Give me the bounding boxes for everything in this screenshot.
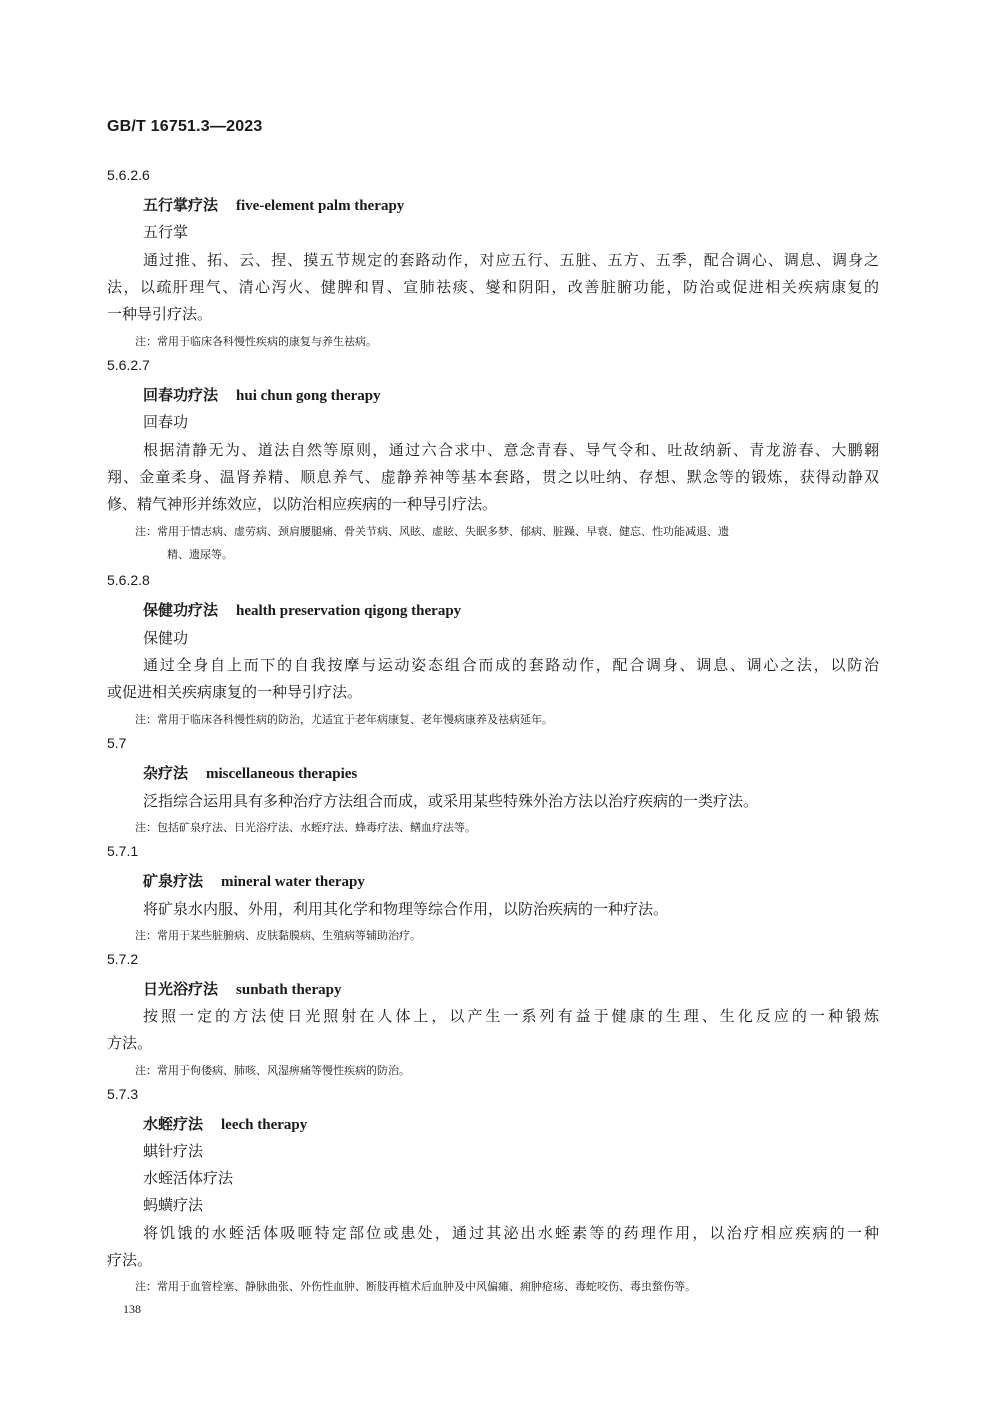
synonym: 五行掌 — [143, 223, 189, 241]
term-heading — [143, 870, 365, 891]
definition-line: 通过推、拓、云、捏、摸五节规定的套路动作，对应五行、五脏、五方、五季，配合调心、调息、调身之 — [143, 251, 879, 269]
section-number: 5.7.2 — [107, 951, 139, 967]
definition-line: 通过全身自上而下的自我按摩与运动姿态组合而成的套路动作，配合调身、调息、调心之法，以防治 — [143, 656, 879, 674]
note: 注：包括矿泉疗法、日光浴疗法、水蛭疗法、蜂毒疗法、鳝血疗法等。 — [135, 821, 476, 834]
term-en: leech therapy — [221, 1117, 308, 1133]
term-heading — [143, 599, 461, 620]
section-number: 5.7.1 — [107, 843, 139, 859]
term-heading — [143, 384, 381, 405]
term-heading — [143, 1113, 307, 1134]
definition-line: 或促进相关疾病康复的一种导引疗法。 — [107, 683, 363, 701]
synonym: 回春功 — [143, 413, 189, 431]
definition-line: 将饥饿的水蛭活体吸咂特定部位或患处，通过其泌出水蛭素等的药理作用，以治疗相应疾病的一种 — [143, 1224, 879, 1242]
synonym: 水蛭活体疗法 — [143, 1169, 234, 1187]
term-zh: 日光浴疗法 — [143, 980, 219, 998]
note: 注：常用于临床各科慢性疾病的康复与养生祛病。 — [135, 335, 377, 348]
definition-line: 一种导引疗法。 — [107, 305, 213, 323]
note: 注：常用于佝偻病、肺咳、风湿痹痛等慢性疾病的防治。 — [135, 1064, 410, 1077]
term-en: mineral water therapy — [221, 874, 365, 890]
term-heading — [143, 978, 341, 999]
term-en: sunbath therapy — [236, 982, 342, 998]
synonym: 蜞针疗法 — [143, 1142, 204, 1160]
section-number: 5.7 — [107, 735, 127, 751]
term-zh: 杂疗法 — [143, 764, 189, 782]
definition-line: 修、精气神形并练效应，以防治相应疾病的一种导引疗法。 — [107, 495, 498, 513]
definition-line: 将矿泉水内服、外用，利用其化学和物理等综合作用，以防治疾病的一种疗法。 — [143, 900, 669, 918]
note: 注：常用于临床各科慢性病的防治，尤适宜于老年病康复、老年慢病康养及祛病延年。 — [135, 713, 553, 726]
term-heading — [143, 762, 357, 783]
term-heading — [143, 194, 404, 215]
definition-line: 法，以疏肝理气、清心泻火、健脾和胃、宣肺祛痰、燮和阴阳，改善脏腑功能，防治或促进相关疾病康复的 — [107, 278, 879, 296]
term-en: health preservation qigong therapy — [236, 603, 462, 619]
section-number: 5.6.2.7 — [107, 357, 150, 373]
term-zh: 回春功疗法 — [143, 386, 219, 404]
definition-line: 根据清静无为、道法自然等原则，通过六合求中、意念青春、导气令和、吐故纳新、青龙游春、大鹏翱 — [143, 441, 879, 459]
synonym: 蚂蟥疗法 — [143, 1196, 204, 1214]
note: 注：常用于血管栓塞、静脉曲张、外伤性血肿、断肢再植术后血肿及中风偏瘫、痈肿疮疡、毒蛇咬伤、毒虫螫伤等。 — [135, 1280, 696, 1293]
term-zh: 水蛭疗法 — [143, 1115, 204, 1133]
standard-code: GB/T 16751.3—2023 — [107, 118, 263, 135]
page-number: 138 — [123, 1302, 141, 1316]
note: 精、遗尿等。 — [167, 548, 233, 561]
definition-line: 按照一定的方法使日光照射在人体上，以产生一系列有益于健康的生理、生化反应的一种锻炼 — [143, 1007, 879, 1025]
term-en: hui chun gong therapy — [236, 388, 381, 404]
term-en: five-element palm therapy — [236, 198, 405, 214]
term-zh: 保健功疗法 — [143, 601, 219, 619]
section-number: 5.6.2.8 — [107, 572, 150, 588]
synonym: 保健功 — [143, 629, 189, 647]
definition-line: 翔、金童柔身、温肾养精、顺息养气、虚静养神等基本套路，贯之以吐纳、存想、默念等的锻炼，获得动静双 — [107, 468, 879, 486]
note: 注：常用于情志病、虚劳病、颈肩腰腿痛、骨关节病、风眩、虚眩、失眠多梦、郁病、脏躁、早衰、健忘、性功能减退、遗 — [135, 525, 729, 538]
section-number: 5.6.2.6 — [107, 167, 150, 183]
definition-line: 方法。 — [107, 1034, 153, 1052]
section-number: 5.7.3 — [107, 1086, 139, 1102]
definition-line: 泛指综合运用具有多种治疗方法组合而成，或采用某些特殊外治方法以治疗疾病的一类疗法。 — [143, 792, 759, 810]
term-en: miscellaneous therapies — [206, 766, 358, 782]
definition-line: 疗法。 — [107, 1251, 153, 1269]
note: 注：常用于某些脏腑病、皮肤黏膜病、生殖病等辅助治疗。 — [135, 929, 421, 942]
term-zh: 五行掌疗法 — [143, 196, 219, 214]
term-zh: 矿泉疗法 — [143, 872, 204, 890]
